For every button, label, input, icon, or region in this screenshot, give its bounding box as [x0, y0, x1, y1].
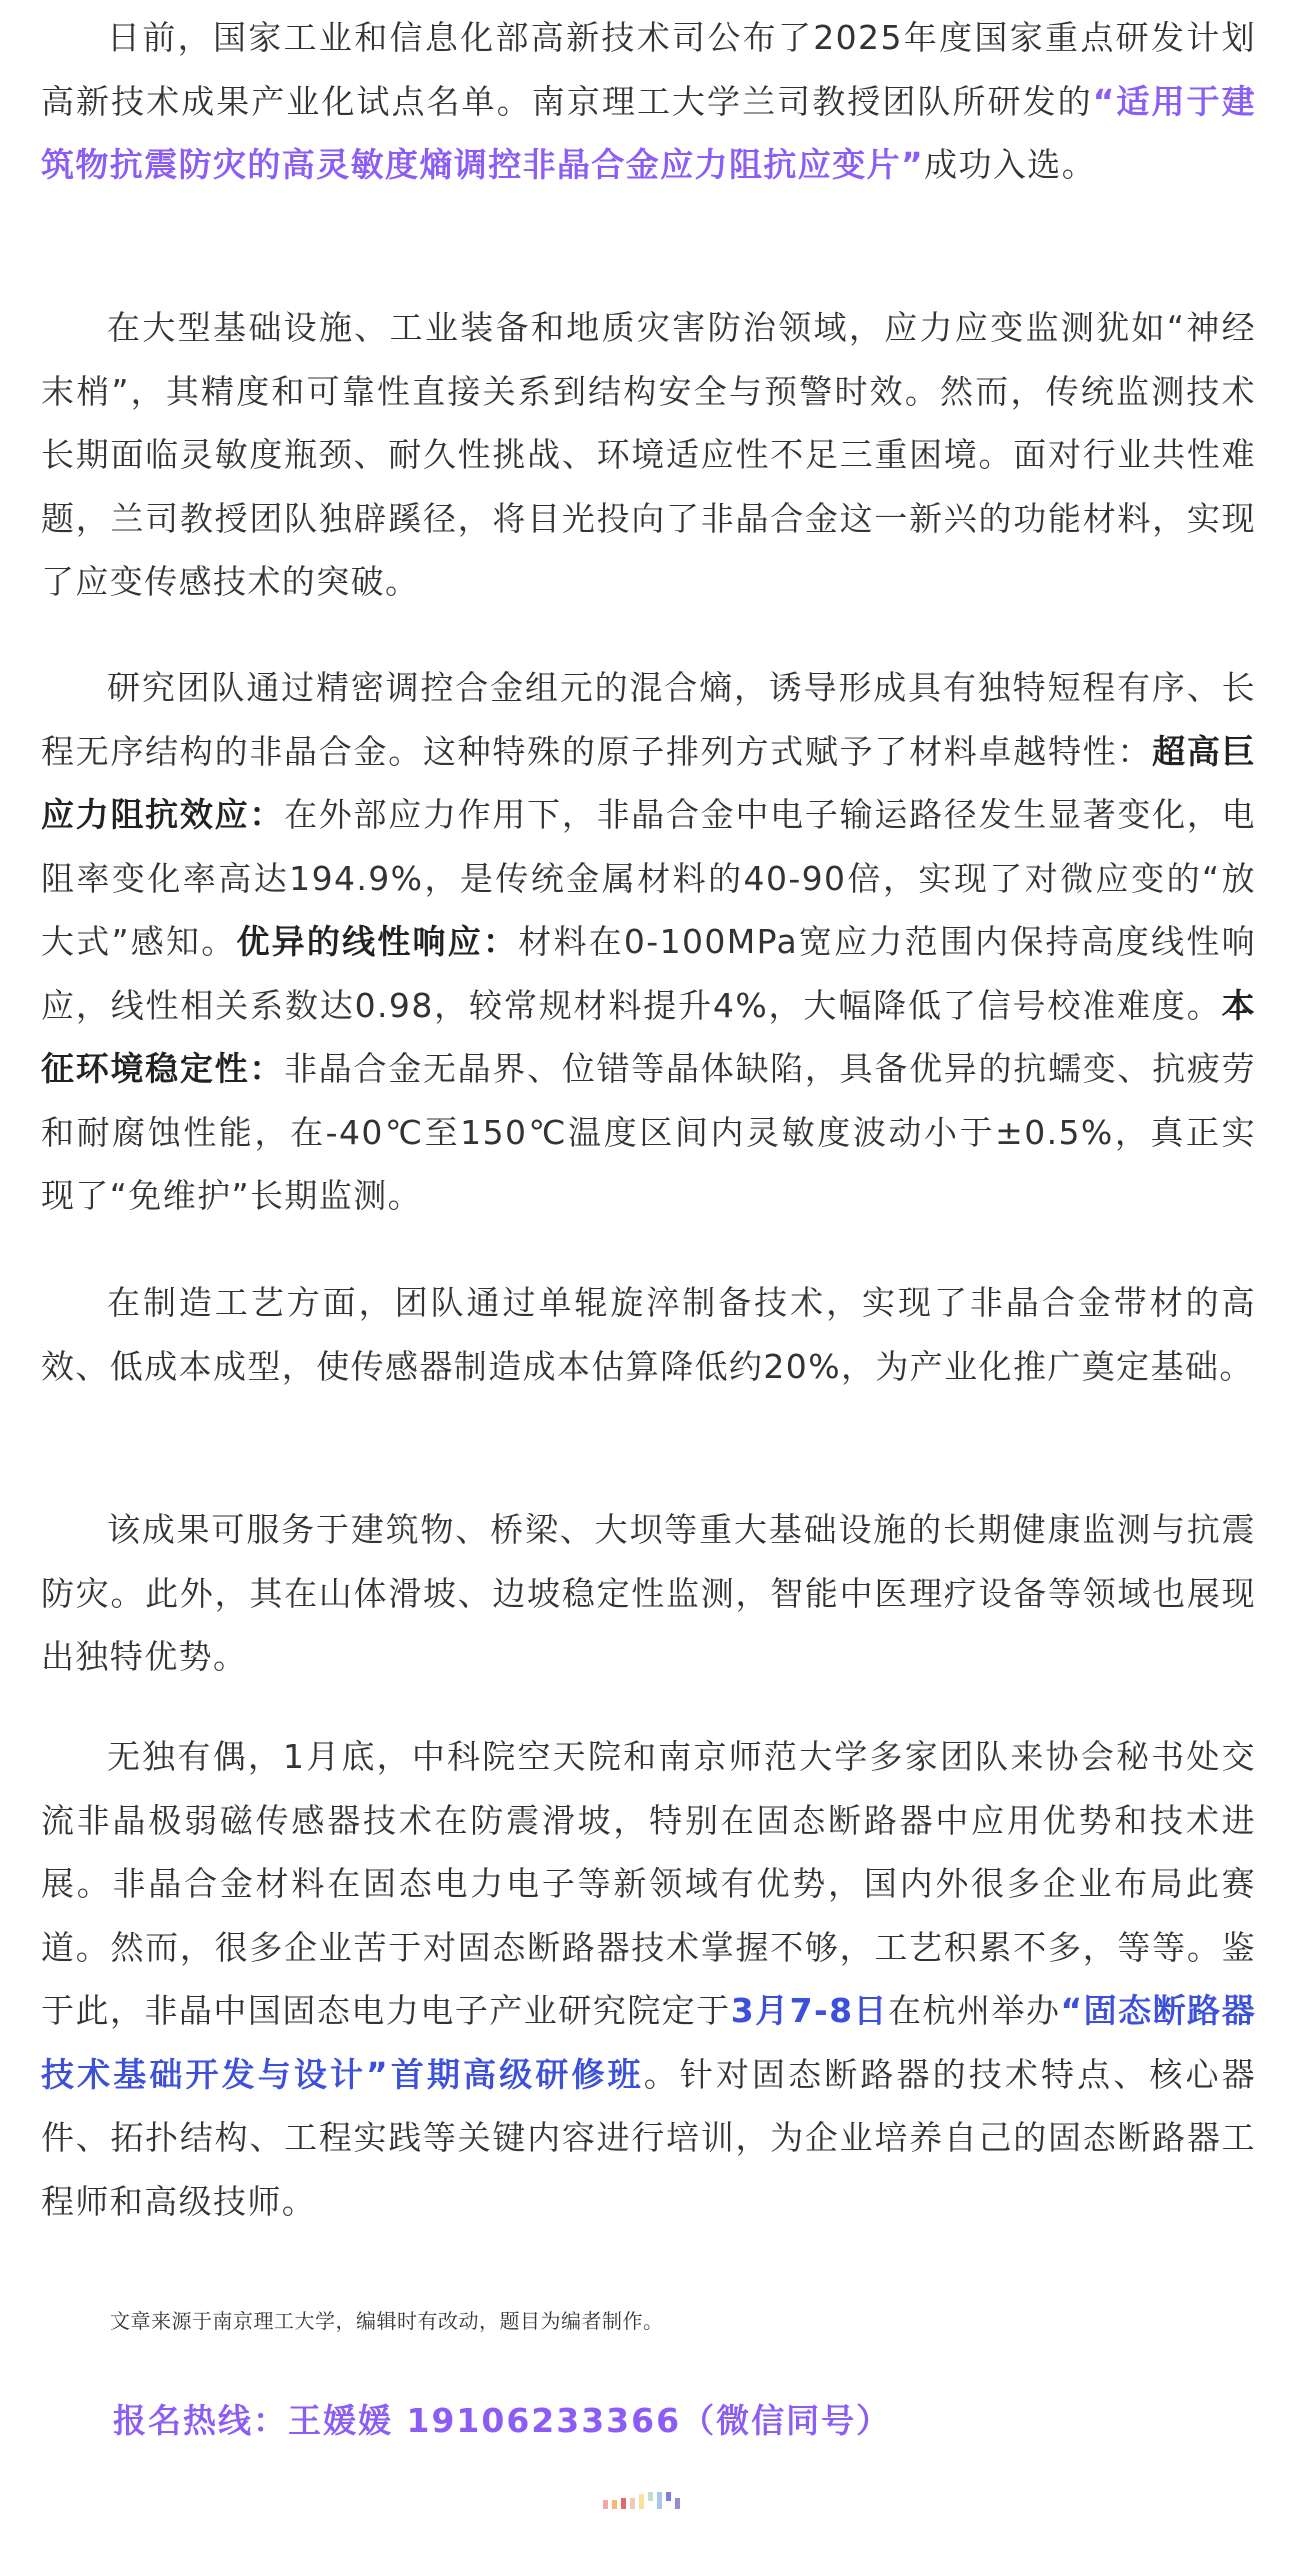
manufacturing-text: 在制造工艺方面，团队通过单辊旋淬制备技术，实现了非晶合金带材的高效、低成本成型，使传感器制造成本估算降低约20%，为产业化推广奠定基础。	[41, 1283, 1256, 1386]
deco-bar	[630, 2498, 635, 2509]
course-title-highlight: “固态断路器技术基础开发与设计”首期高级研修班	[41, 1991, 1257, 2094]
deco-bar	[612, 2500, 617, 2509]
deco-bar	[621, 2498, 626, 2509]
deco-bar	[657, 2492, 662, 2509]
deco-bar	[675, 2498, 680, 2509]
feature-text-stress-impedance: 在外部应力作用下，非晶合金中电子输运路径发生显著变化，电阻率变化率高达194.9%，是传统金属材料的40-90倍，实现了对微应变的“放大式”感知。	[41, 795, 1256, 961]
research-intro: 研究团队通过精密调控合金组元的混合熵，诱导形成具有独特短程有序、长程无序结构的非晶合金。这种特殊的原子排列方式赋予了材料卓越特性：	[41, 668, 1256, 771]
deco-bar	[648, 2492, 653, 2501]
paragraph-announcement	[41, 6, 1256, 197]
training-location: 在杭州举办	[888, 1991, 1061, 2030]
paragraph-research	[41, 656, 1256, 1228]
deco-bar	[603, 2500, 608, 2509]
paragraph-manufacturing	[41, 1271, 1256, 1398]
paragraph-applications	[41, 1498, 1256, 1689]
paragraph-background	[41, 296, 1256, 614]
announcement-text: 日前，国家工业和信息化部高新技术司公布了2025年度国家重点研发计划高新技术成果产业化试点名单。南京理工大学兰司教授团队所研发的	[41, 18, 1256, 121]
training-text-end: 。针对固态断路器的技术特点、核心器件、拓扑结构、工程实践等关键内容进行培训，为企业培养自己的固态断路器工程师和高级技师。	[41, 2054, 1256, 2221]
feature-heading-stability: 本征环境稳定性：	[41, 985, 1256, 1088]
deco-bar	[666, 2492, 671, 2501]
training-text: 无独有偶，1月底，中科院空天院和南京师范大学多家团队来协会秘书处交流非晶极弱磁传感器技术在防震滑坡，特别在固态断路器中应用优势和技术进展。非晶合金材料在固态电力电子等新领域有优势，国内外很多企业布局此赛道。然而，很多企业苦于对固态断路器技术掌握不够，工艺积累不多，等等。鉴于此，非晶中国固态电力电子产业研究院定于	[41, 1737, 1256, 2030]
applications-text: 该成果可服务于建筑物、桥梁、大坝等重大基础设施的长期健康监测与抗震防灾。此外，其在山体滑坡、边坡稳定性监测，智能中医理疗设备等领域也展现出独特优势。	[41, 1510, 1256, 1676]
source-note: 文章来源于南京理工大学，编辑时有改动，题目为编者制作。	[110, 2309, 664, 2333]
feature-heading-linear-response: 优异的线性响应：	[236, 922, 519, 961]
decorative-bars-icon	[603, 2488, 693, 2512]
feature-text-stability: 非晶合金无晶界、位错等晶体缺陷，具备优异的抗蠕变、抗疲劳和耐腐蚀性能，在-40℃至150℃温度区间内灵敏度波动小于±0.5%，真正实现了“免维护”长期监测。	[41, 1049, 1256, 1215]
announcement-text-end: 成功入选。	[924, 145, 1097, 184]
project-title-highlight: “适用于建筑物抗震防灾的高灵敏度熵调控非晶合金应力阻抗应变片”	[41, 81, 1256, 184]
background-text: 在大型基础设施、工业装备和地质灾害防治领域，应力应变监测犹如“神经末梢”，其精度和可靠性直接关系到结构安全与预警时效。然而，传统监测技术长期面临灵敏度瓶颈、耐久性挑战、环境适应性不足三重困境。面对行业共性难题，兰司教授团队独辟蹊径，将目光投向了非晶合金这一新兴的功能材料，实现了应变传感技术的突破。	[41, 308, 1256, 601]
feature-heading-stress-impedance: 超高巨应力阻抗效应：	[41, 731, 1256, 834]
training-date-highlight: 3月7-8日	[730, 1991, 889, 2030]
feature-text-linear-response: 材料在0-100MPa宽应力范围内保持高度线性响应，线性相关系数达0.98，较常规材料提升4%，大幅降低了信号校准难度。	[41, 922, 1257, 1025]
paragraph-training	[41, 1725, 1256, 2233]
registration-hotline: 报名热线：王媛媛 19106233366（微信同号）	[113, 2401, 892, 2440]
deco-bar	[639, 2494, 644, 2509]
